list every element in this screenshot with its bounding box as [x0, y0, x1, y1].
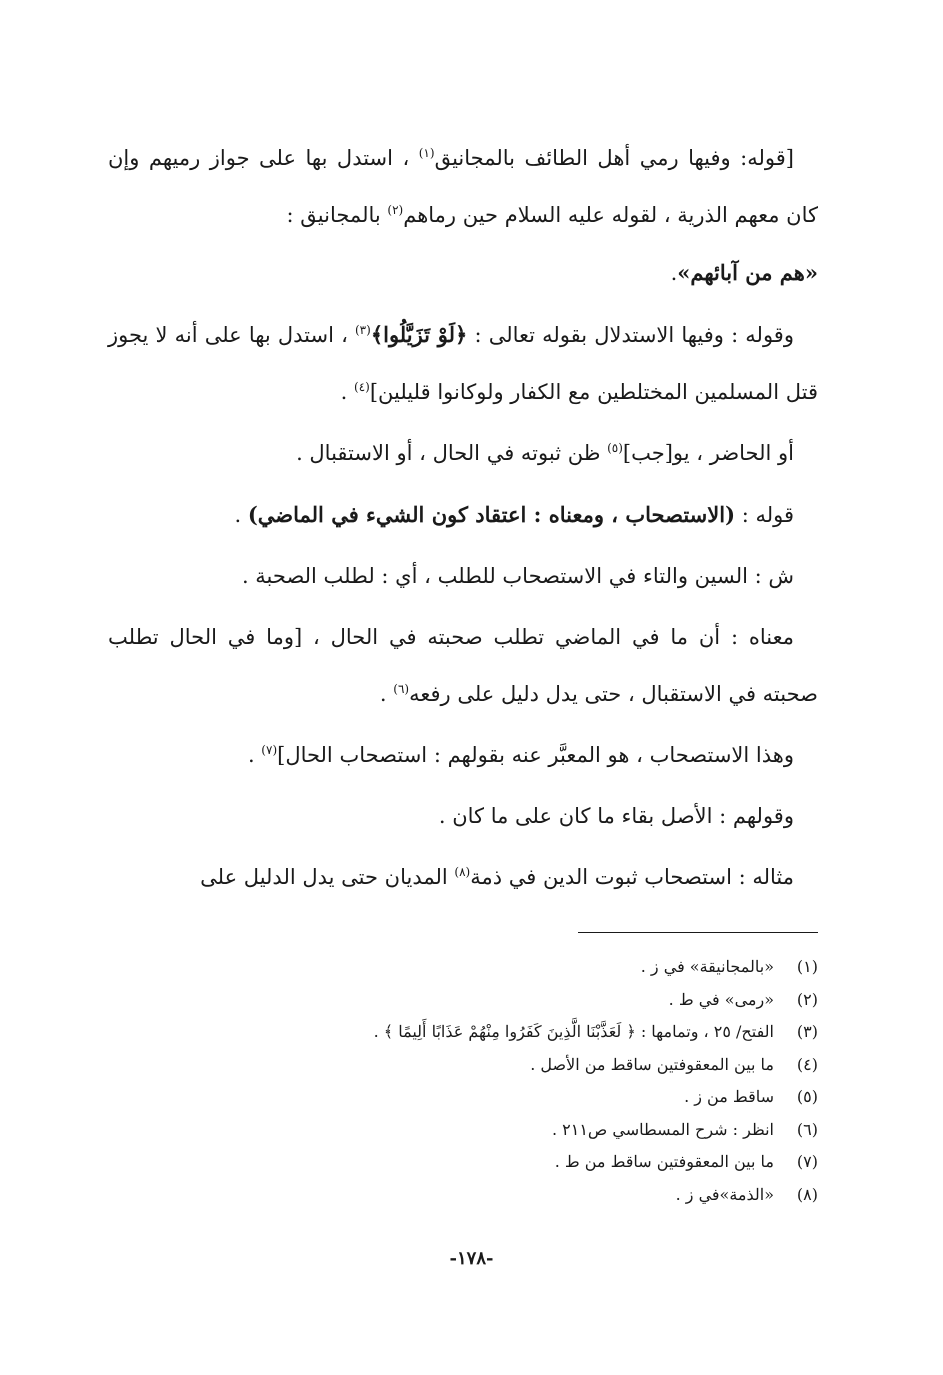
footnote-text: ما بين المعقوفتين ساقط من الأصل . [530, 1054, 774, 1074]
footnote-number: (٧) [796, 1152, 818, 1171]
page-body [108, 130, 818, 1290]
text-run: . [670, 261, 678, 285]
footnote-number: (٣) [796, 1022, 818, 1041]
matn-quote: (الاستصحاب ، ومعناه : اعتقاد كون الشيء في الماضي) [247, 502, 736, 527]
footnote-text: «رمى» في ط . [668, 989, 774, 1009]
footnote-ref-2[interactable]: (٢) [387, 203, 404, 217]
footnote-text: «بالمجانيقة» في ز . [640, 957, 774, 976]
text-run: . [379, 682, 394, 706]
footnote-ref-4[interactable]: (٤) [354, 380, 370, 394]
paragraph-9 [108, 849, 818, 906]
paragraph-6 [108, 609, 818, 723]
footnote-ref-6[interactable]: (٦) [393, 682, 410, 696]
text-run: . [340, 380, 355, 404]
paragraph-1 [108, 130, 818, 302]
text-run: وهذا الاستصحاب ، هو المعبَّر عنه بقولهم : استصحاب الحال] [277, 743, 794, 767]
text-run: ، استدل بها على جواز رميهم وإن كان معهم الذرية ، لقوله عليه السلام حين رماهم [108, 146, 818, 227]
footnote-ref-8[interactable]: (٨) [454, 865, 471, 879]
text-run: قوله : [735, 503, 794, 527]
paragraph-7 [108, 727, 818, 784]
text-run: أو الحاضر ، يو[جب] [622, 441, 794, 465]
footnote-item [108, 1114, 818, 1147]
footnote-ref-3[interactable]: (٣) [354, 323, 371, 337]
footnote-number: (١) [796, 957, 818, 976]
footnote-text: انظر : شرح المسطاسي ص٢١١ . [551, 1119, 774, 1139]
footnote-text: الفتح/ ٢٥ ، وتمامها : ﴿ لَعَذَّبْنَا الَّذِينَ كَفَرُوا مِنْهُمْ عَذَابًا أَلِيمًا ﴾ . [373, 1022, 774, 1041]
paragraph-4 [108, 486, 818, 544]
footnote-item [108, 951, 818, 984]
text-run: المديان حتى يدل الدليل على [200, 865, 455, 889]
footnote-number: (٦) [796, 1119, 818, 1139]
footnote-text: «الذمة»في ز . [675, 1184, 774, 1204]
footnote-ref-5[interactable]: (٥) [607, 441, 623, 455]
paragraph-5: ش : السين والتاء في الاستصحاب للطلب ، أي : لطلب الصحبة . [241, 564, 794, 588]
footnote-item [108, 1081, 818, 1114]
footnote-ref-1[interactable]: (١) [418, 146, 435, 160]
text-run: [قوله: وفيها رمي أهل الطائف بالمجانيق [434, 146, 794, 170]
text-run: معناه : أن ما في الماضي تطلب صحبته في الحال ، [وما في الحال تطلب صحبته في الاستقبال ، حتى يدل دليل على رفعه [108, 625, 818, 706]
paragraph-2 [108, 306, 818, 421]
footnote-item [108, 1049, 818, 1082]
text-run: بالمجانيق : [286, 203, 388, 227]
footnote-item [108, 1016, 818, 1049]
footnote-item [108, 1179, 818, 1212]
footnote-number: (٢) [796, 989, 818, 1009]
footnote-text: ما بين المعقوفتين ساقط من ط . [554, 1152, 774, 1171]
hadith-quote: «هم من آبائهم» [677, 260, 818, 285]
footnotes [108, 951, 818, 1211]
footnote-number: (٥) [796, 1087, 818, 1106]
text-run: . [234, 503, 248, 527]
text-run: . [247, 743, 262, 767]
footnote-item [108, 984, 818, 1017]
footnote-number: (٨) [796, 1184, 818, 1204]
footnote-divider [578, 932, 818, 933]
text-run: مثاله : استصحاب ثبوت الدين في ذمة [470, 865, 794, 889]
footnote-ref-7[interactable]: (٧) [261, 743, 278, 757]
text-run: ظن ثبوته في الحال ، أو الاستقبال . [296, 441, 608, 465]
text-run: وقوله : وفيها الاستدلال بقوله تعالى : [467, 323, 794, 347]
page-number: -١٧٨- [449, 1248, 494, 1269]
footnote-item [108, 1146, 818, 1179]
quran-quote: ﴿لَوْ تَزَيَّلُوا﴾ [370, 322, 468, 347]
text-run: ، استدل بها على أنه لا يجوز قتل المسلمين المختلطين مع الكفار ولوكانوا قليلين] [108, 323, 818, 404]
paragraph-8: وقولهم : الأصل بقاء ما كان على ما كان . [438, 804, 794, 828]
footnote-text: ساقط من ز . [684, 1087, 774, 1106]
footnote-number: (٤) [796, 1054, 818, 1074]
paragraph-3 [108, 425, 818, 482]
